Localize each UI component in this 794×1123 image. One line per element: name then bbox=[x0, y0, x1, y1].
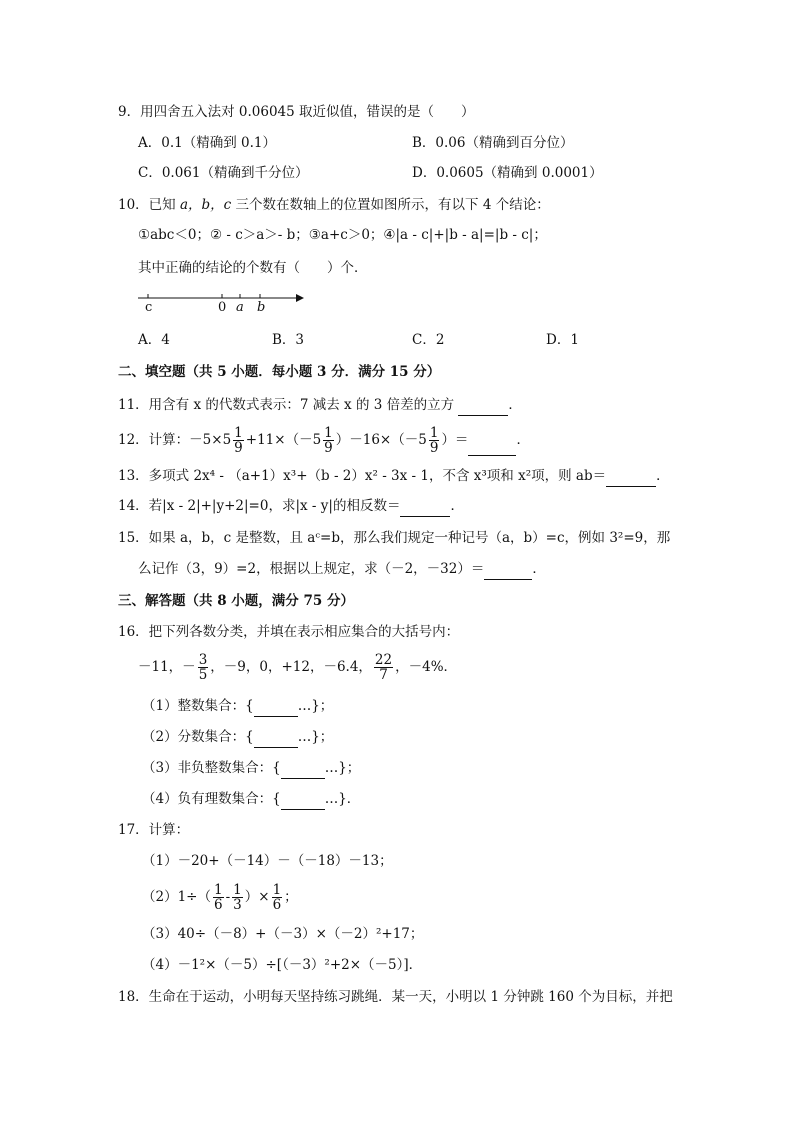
q13: 13．多项式 2x⁴ - （a+1）x³+（b - 2）x² - 3x - 1，不含 x³项和 x²项，则 ab＝ ． bbox=[118, 466, 670, 487]
q17-part2: （2）1÷（ $\frac{1}{6}$ - $\frac{1}{3}$ ）× $\frac{1}{6}$ ； bbox=[142, 882, 298, 913]
q15-line2: 么记作（3，9）=2，根据以上规定，求（－2，－32）＝ ． bbox=[138, 559, 546, 580]
q13-blank bbox=[606, 466, 656, 487]
q12-blank bbox=[468, 425, 516, 456]
q16-set-nonnegative-integers: （3）非负整数集合：{ …}； bbox=[142, 758, 360, 779]
q11: 11．用含有 x 的代数式表示：7 减去 x 的 3 倍差的立方 ． bbox=[118, 395, 522, 416]
q9-option-a: A．0.1（精确到 0.1） bbox=[138, 135, 276, 151]
q17-fraction-1-6: $\frac{1}{6}$ bbox=[214, 882, 223, 913]
q10-stem: 10．已知 a，b，c 三个数在数轴上的位置如图所示，有以下 4 个结论： bbox=[118, 197, 550, 213]
q12-fraction-2: $\frac{1}{9}$ bbox=[324, 425, 333, 456]
q10-conclusions: ①abc＜0；② - c＞a＞- b；③a+c＞0；④|a - c|+|b - a|=|b - c|； bbox=[138, 227, 547, 243]
number-line-label-0: 0 bbox=[218, 300, 227, 315]
q16-fraction-3-5: $\frac{3}{5}$ bbox=[198, 652, 208, 683]
q16-set-fractions: （2）分数集合：{ …}； bbox=[142, 727, 333, 748]
q14: 14．若|x - 2|+|y+2|=0，求|x - y|的相反数＝ ． bbox=[118, 496, 464, 517]
q10-option-a: A．4 bbox=[138, 332, 170, 348]
number-line-label-b: b bbox=[257, 300, 266, 315]
q9-stem: 9．用四舍五入法对 0.06045 取近似值，错误的是（ ） bbox=[118, 104, 475, 120]
q16-blank-4 bbox=[281, 789, 325, 810]
q16-numbers: －11，－ $\frac{3}{5}$ ，－9，0，+12，－6.4， $\frac{22}{7}$ ，－4%． bbox=[138, 652, 458, 683]
q17-part1: （1）－20+（－14）－（－18）－13； bbox=[142, 853, 393, 869]
q10-option-c: C．2 bbox=[412, 332, 445, 348]
q14-blank bbox=[400, 496, 450, 517]
q16-blank-3 bbox=[281, 758, 325, 779]
q11-blank bbox=[458, 395, 508, 416]
q15-blank bbox=[484, 559, 532, 580]
q10-option-b: B．3 bbox=[272, 332, 305, 348]
q17-fraction-1-6-b: $\frac{1}{6}$ bbox=[272, 882, 282, 913]
q10-ask: 其中正确的结论的个数有（ ）个． bbox=[138, 260, 368, 276]
q12-fraction-3: $\frac{1}{9}$ bbox=[429, 425, 439, 456]
section-2-heading: 二、填空题（共 5 小题．每小题 3 分．满分 15 分） bbox=[118, 364, 441, 380]
q17-fraction-1-3: $\frac{1}{3}$ bbox=[233, 882, 242, 913]
q15-line1: 15．如果 a，b，c 是整数，且 aᶜ=b，那么我们规定一种记号（a，b）=c，例如 3²=9，那 bbox=[118, 530, 671, 546]
q9-option-b: B．0.06（精确到百分位） bbox=[412, 135, 574, 151]
q18-stem: 18．生命在于运动，小明每天坚持练习跳绳．某一天，小明以 1 分钟跳 160 个为目标，并把 bbox=[118, 989, 673, 1005]
q12-fraction-1: $\frac{1}{9}$ bbox=[234, 425, 243, 456]
q16-blank-1 bbox=[254, 696, 298, 717]
q9-option-d: D．0.0605（精确到 0.0001） bbox=[412, 165, 603, 181]
q16-set-negative-rationals: （4）负有理数集合：{ …}． bbox=[142, 789, 360, 810]
q9-option-c: C．0.061（精确到千分位） bbox=[138, 165, 309, 181]
q10-option-d: D．1 bbox=[546, 332, 579, 348]
q17-part4: （4）－1²×（－5）÷[（－3）²+2×（－5）]． bbox=[142, 957, 423, 973]
q16-set-integers: （1）整数集合：{ …}； bbox=[142, 696, 333, 717]
q17-part3: （3）40÷（－8）+（－3）×（－2）²+17； bbox=[142, 926, 424, 942]
number-line-label-c: c bbox=[145, 300, 153, 315]
q12: 12．计算：－5×5 $\frac{1}{9}$ +11×（－5 $\frac{1}{9}$ ）－16×（－5 $\frac{1}{9}$ ）＝ ． bbox=[118, 425, 530, 456]
number-line-label-a: a bbox=[236, 300, 244, 315]
q16-blank-2 bbox=[254, 727, 298, 748]
q16-fraction-22-7: $\frac{22}{7}$ bbox=[374, 652, 393, 683]
section-3-heading: 三、解答题（共 8 小题，满分 75 分） bbox=[118, 593, 354, 609]
q16-stem: 16．把下列各数分类，并填在表示相应集合的大括号内： bbox=[118, 624, 460, 640]
q17-stem: 17．计算： bbox=[118, 822, 190, 838]
